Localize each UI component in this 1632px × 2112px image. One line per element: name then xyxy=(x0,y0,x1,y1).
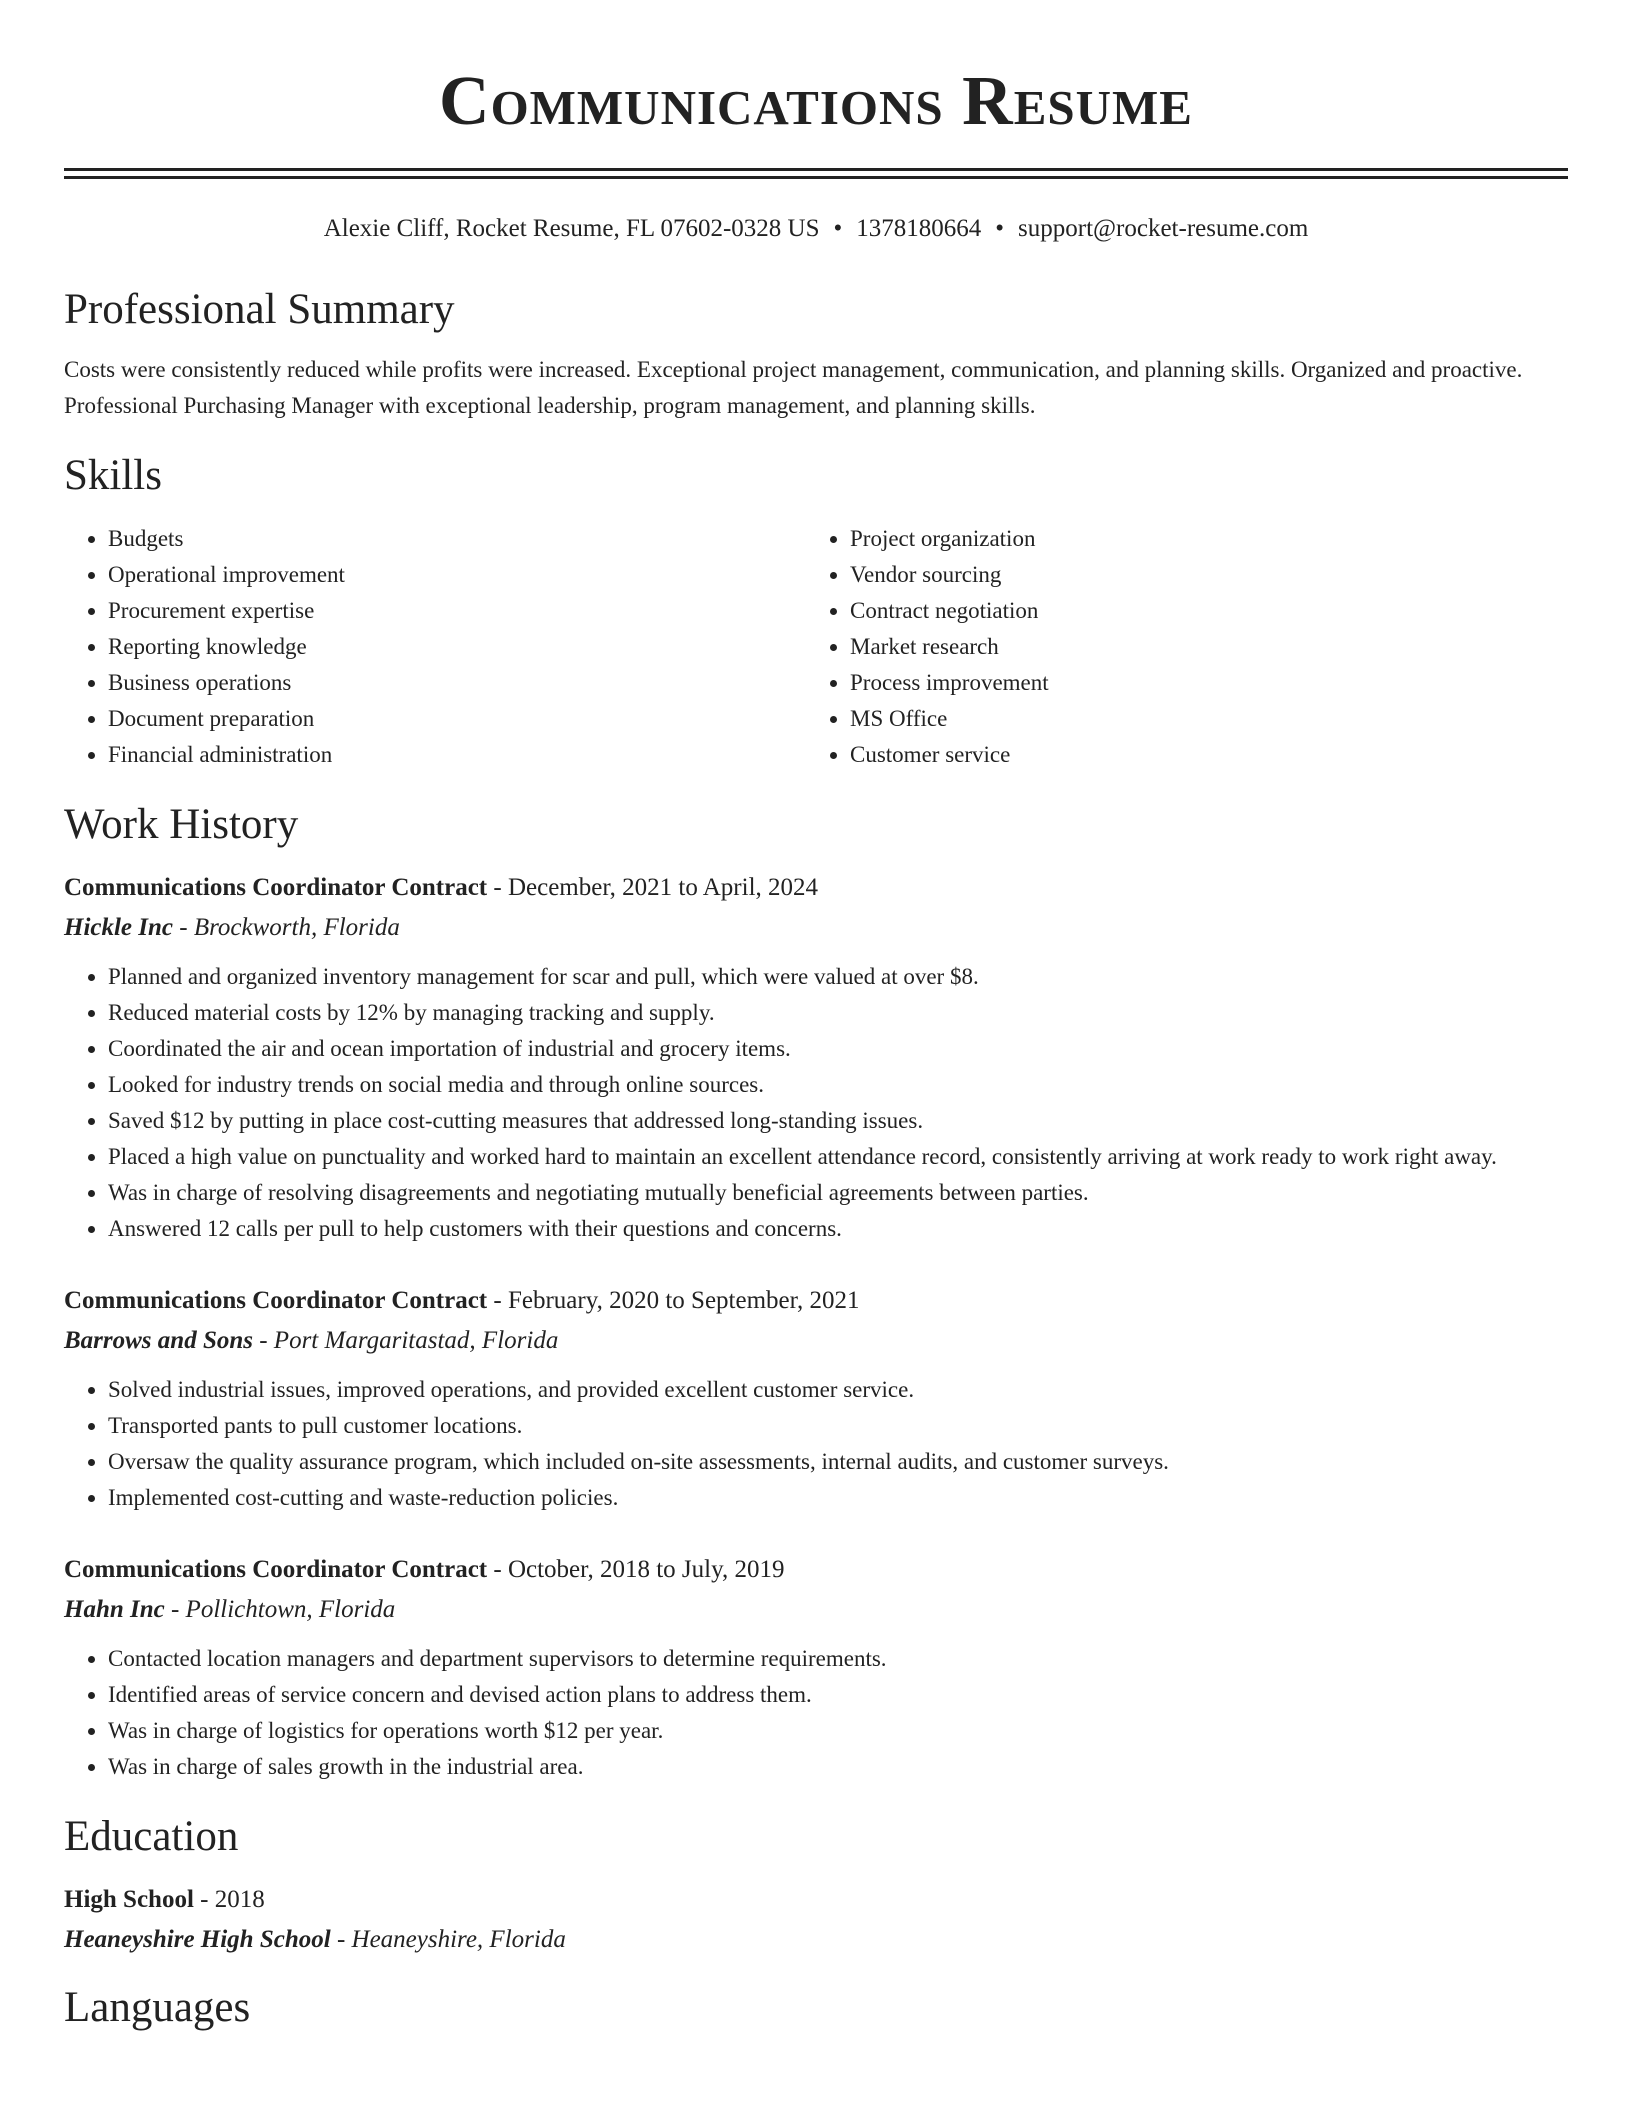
skill-item: • Contract negotiation xyxy=(850,593,1548,629)
contact-phone: 1378180664 xyxy=(856,215,982,242)
job-bullet: • Implemented cost-cutting and waste-reduction policies. xyxy=(108,1480,1568,1516)
job-company: Hahn Inc xyxy=(64,1596,165,1623)
job-bullet: • Was in charge of sales growth in the industrial area. xyxy=(108,1749,1568,1785)
job-entry xyxy=(64,1281,1568,1516)
skill-item: • Project organization xyxy=(850,521,1548,557)
skill-item: • MS Office xyxy=(850,701,1548,737)
skill-item: • Vendor sourcing xyxy=(850,557,1548,593)
job-employer xyxy=(64,1590,1568,1630)
job-bullet: • Answered 12 calls per pull to help customers with their questions and concerns. xyxy=(108,1211,1568,1247)
skill-item: • Reporting knowledge xyxy=(108,629,806,665)
job-bullet: • Placed a high value on punctuality and worked hard to maintain an excellent attendance record, consistently arriving at work ready to work right away. xyxy=(108,1139,1568,1175)
job-bullet: • Planned and organized inventory management for scar and pull, which were valued at over $8. xyxy=(108,959,1568,995)
contact-line xyxy=(64,212,1568,246)
section-heading-skills: Skills xyxy=(64,452,162,499)
contact-address: Alexie Cliff, Rocket Resume, FL 07602-0328 US xyxy=(323,215,820,242)
job-company: Barrows and Sons xyxy=(64,1327,253,1354)
education-location: - Heaneyshire, Florida xyxy=(330,1926,566,1953)
job-bullet: • Solved industrial issues, improved operations, and provided excellent customer service. xyxy=(108,1372,1568,1408)
job-bullet: • Identified areas of service concern and devised action plans to address them. xyxy=(108,1677,1568,1713)
job-bullets xyxy=(64,1641,1568,1785)
job-bullet: • Contacted location managers and department supervisors to determine requirements. xyxy=(108,1641,1568,1677)
skill-item: • Process improvement xyxy=(850,665,1548,701)
skill-item: • Document preparation xyxy=(108,701,806,737)
job-dates: - February, 2020 to September, 2021 xyxy=(487,1287,860,1314)
contact-email: support@rocket-resume.com xyxy=(1018,215,1309,242)
job-employer xyxy=(64,908,1568,948)
skills-column-right xyxy=(806,521,1548,773)
skill-item: • Customer service xyxy=(850,737,1548,773)
job-location: - Brockworth, Florida xyxy=(173,914,400,941)
job-header xyxy=(64,1281,1568,1321)
job-dates: - December, 2021 to April, 2024 xyxy=(487,874,819,901)
skill-item: • Business operations xyxy=(108,665,806,701)
section-heading-languages: Languages xyxy=(64,1984,251,2031)
education-header xyxy=(64,1880,1568,1920)
job-bullets xyxy=(64,959,1568,1247)
job-company: Hickle Inc xyxy=(64,914,174,941)
job-bullet: • Was in charge of resolving disagreements and negotiating mutually beneficial agreements between parties. xyxy=(108,1175,1568,1211)
section-heading-work-history: Work History xyxy=(64,801,299,848)
job-bullet: • Was in charge of logistics for operations worth $12 per year. xyxy=(108,1713,1568,1749)
job-title: Communications Coordinator Contract xyxy=(64,1287,488,1314)
job-location: - Port Margaritastad, Florida xyxy=(252,1327,559,1354)
job-entry xyxy=(64,868,1568,1247)
job-bullet: • Looked for industry trends on social media and through online sources. xyxy=(108,1067,1568,1103)
job-header xyxy=(64,1550,1568,1590)
job-bullet: • Reduced material costs by 12% by managing tracking and supply. xyxy=(108,995,1568,1031)
job-entry xyxy=(64,1550,1568,1785)
skills-column-left xyxy=(64,521,806,773)
job-location: - Pollichtown, Florida xyxy=(164,1596,396,1623)
education-entry xyxy=(64,1880,1568,1960)
education-year: - 2018 xyxy=(193,1886,265,1913)
section-heading-summary: Professional Summary xyxy=(64,286,455,333)
summary-text: Costs were consistently reduced while profits were increased. Exceptional project management, communication, and planning skills. Organized and proactive. Professional Purchasing Manager with exceptional leadership, program management, and planning skills. xyxy=(64,357,1523,418)
contact-separator: • xyxy=(833,215,843,242)
job-header xyxy=(64,868,1568,908)
job-bullet: • Oversaw the quality assurance program, which included on-site assessments, internal audits, and customer surveys. xyxy=(108,1444,1568,1480)
skill-item: • Procurement expertise xyxy=(108,593,806,629)
skill-item: • Budgets xyxy=(108,521,806,557)
resume-page xyxy=(64,0,1568,2034)
title-divider xyxy=(64,168,1568,179)
section-heading-education: Education xyxy=(64,1813,239,1860)
job-bullet: • Transported pants to pull customer locations. xyxy=(108,1408,1568,1444)
job-bullet: • Saved $12 by putting in place cost-cutting measures that addressed long-standing issues. xyxy=(108,1103,1568,1139)
job-bullet: • Coordinated the air and ocean importation of industrial and grocery items. xyxy=(108,1031,1568,1067)
job-bullets xyxy=(64,1372,1568,1516)
job-employer xyxy=(64,1321,1568,1361)
education-school-line xyxy=(64,1920,1568,1960)
skill-item: • Financial administration xyxy=(108,737,806,773)
contact-separator: • xyxy=(995,215,1005,242)
education-degree: High School xyxy=(64,1886,194,1913)
education-school: Heaneyshire High School xyxy=(64,1926,331,1953)
job-title: Communications Coordinator Contract xyxy=(64,874,488,901)
skills-list xyxy=(64,521,1568,773)
skill-item: • Market research xyxy=(850,629,1548,665)
skill-item: • Operational improvement xyxy=(108,557,806,593)
job-title: Communications Coordinator Contract xyxy=(64,1556,488,1583)
job-dates: - October, 2018 to July, 2019 xyxy=(487,1556,785,1583)
resume-title: Communications Resume xyxy=(439,63,1193,140)
